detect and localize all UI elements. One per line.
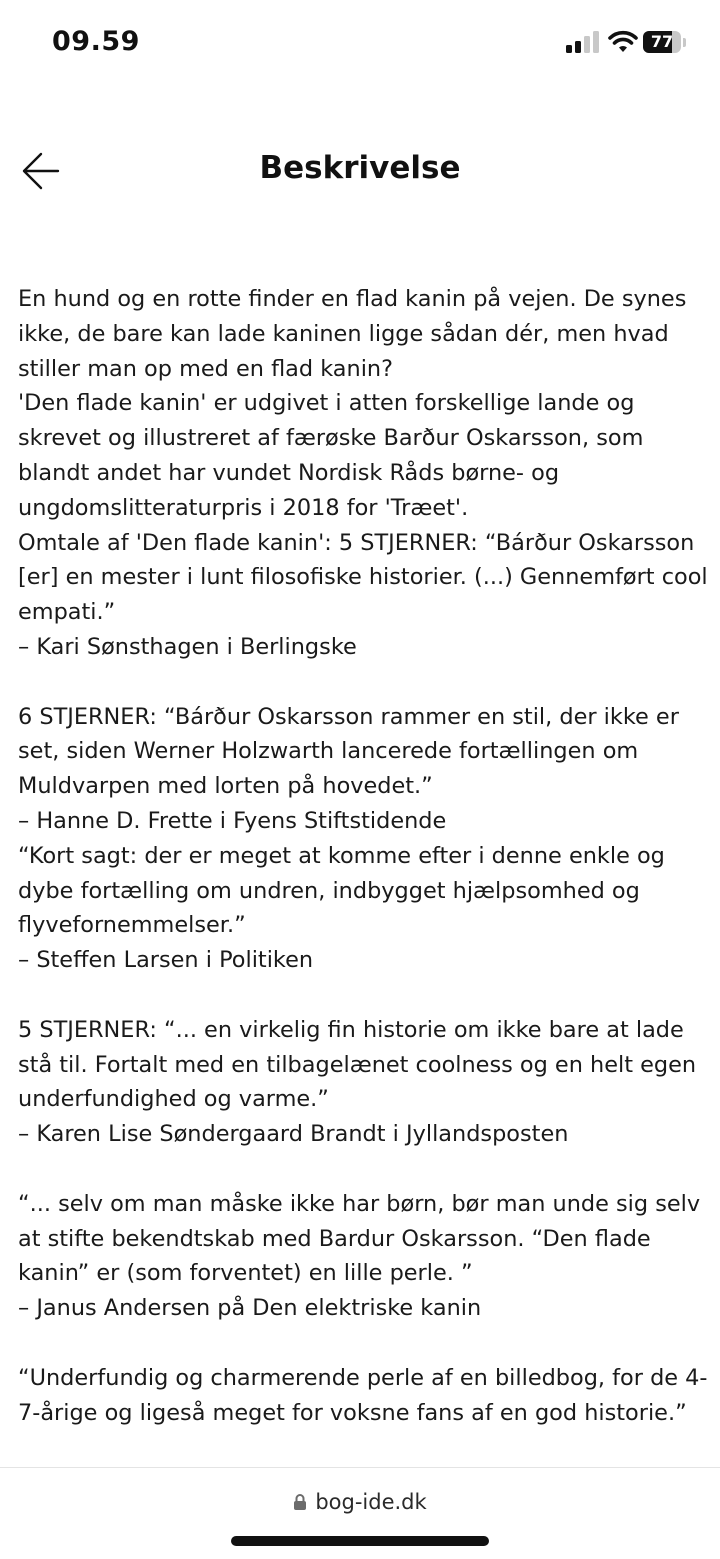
review-quote: “... selv om man måske ikke har børn, bør man unde sig selv at stifte bekendtskab med Bardur Oskarsson. “Den flade kanin” er (som forventet) en lille perle. ”	[18, 1190, 701, 1287]
battery-body	[643, 31, 681, 53]
review-attribution: – Hanne D. Frette i Fyens Stiftstidende	[18, 807, 447, 834]
status-bar	[0, 0, 720, 90]
cellular-signal-icon	[566, 31, 602, 53]
description-paragraph: Omtale af 'Den flade kanin': 5 STJERNER: “Bárður Oskarsson [er] en mester i lunt filosofiske historier. (...) Gennemført cool empati.”	[18, 529, 708, 626]
review-attribution: – Kari Sønsthagen i Berlingske	[18, 633, 357, 660]
review-quote: “Underfundig og charmerende perle af en billedbog, for de 4-7-årige og ligeså meget for voksne fans af en god historie.”	[18, 1364, 708, 1426]
review-attribution: – Karen Lise Søndergaard Brandt i Jyllandsposten	[18, 1121, 569, 1148]
description-text	[18, 282, 708, 1430]
status-time: 09.59	[52, 26, 140, 57]
paragraph-gap	[18, 1152, 708, 1187]
home-indicator[interactable]	[231, 1536, 489, 1546]
review-attribution: – Janus Andersen på Den elektriske kanin	[18, 1295, 482, 1322]
battery-level: 77	[650, 32, 674, 51]
review-quote: 5 STJERNER: “... en virkelig fin historie om ikke bare at lade stå til. Fortalt med en tilbagelænet coolness og en helt egen underfundighed og varme.”	[18, 1016, 697, 1113]
paragraph-gap	[18, 665, 708, 700]
review-quote: “Kort sagt: der er meget at komme efter i denne enkle og dybe fortælling om undren, indbygget hjælpsomhed og flyvefornemmelser.”	[18, 842, 665, 939]
review-attribution: – Steffen Larsen i Politiken	[18, 947, 314, 974]
battery-tip	[683, 38, 686, 47]
url-text: bog-ide.dk	[315, 1490, 427, 1514]
lock-icon	[293, 1493, 307, 1511]
description-paragraph: 'Den flade kanin' er udgivet i atten forskellige lande og skrevet og illustreret af færøske Barður Oskarsson, som blandt andet har vundet Nordisk Råds børne- og ungdomslitteraturpris i 2018 for 'Træet'.	[18, 390, 644, 521]
page-title: Beskrivelse	[259, 150, 461, 186]
header	[0, 130, 720, 214]
url-display[interactable]	[0, 1490, 720, 1514]
paragraph-gap	[18, 1326, 708, 1361]
paragraph-gap	[18, 978, 708, 1013]
battery-icon	[643, 30, 689, 56]
review-quote: 6 STJERNER: “Bárður Oskarsson rammer en stil, der ikke er set, siden Werner Holzwarth lancerede fortællingen om Muldvarpen med lorten på hovedet.”	[18, 703, 679, 800]
wifi-icon	[608, 30, 638, 54]
description-paragraph: En hund og en rotte finder en flad kanin på vejen. De synes ikke, de bare kan lade kaninen ligge sådan dér, men hvad stiller man op med en flad kanin?	[18, 286, 687, 382]
